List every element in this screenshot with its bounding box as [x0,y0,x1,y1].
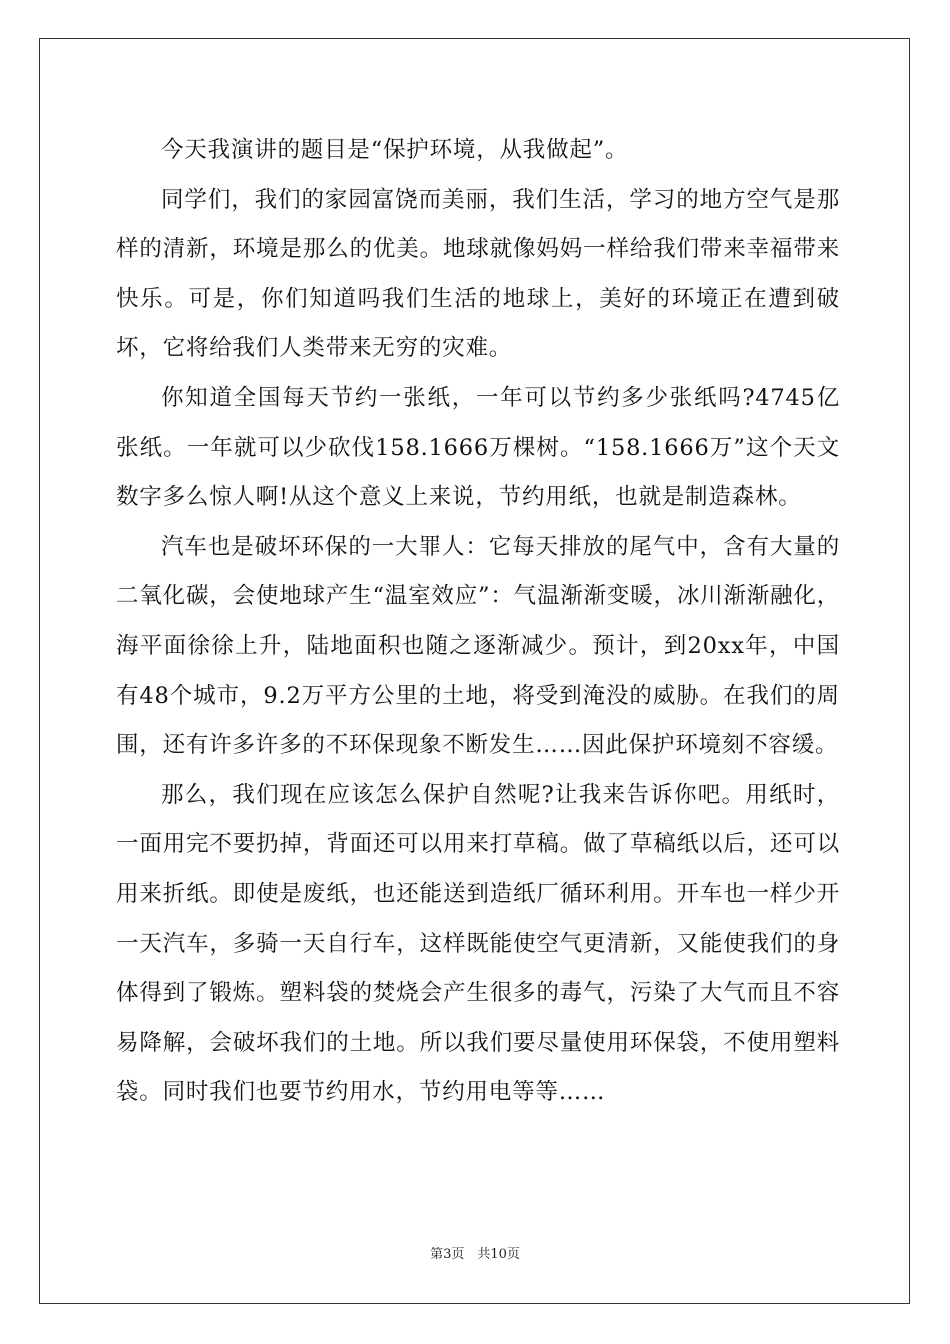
paragraph-car-pollution: 汽车也是破坏环保的一大罪人：它每天排放的尾气中，含有大量的二氧化碳，会使地球产生“温室效应”：气温渐渐变暖，冰川渐渐融化，海平面徐徐上升，陆地面积也随之逐渐减少。预计，到20xx年，中国有48个城市，9.2万平方公里的土地，将受到淹没的威胁。在我们的周围，还有许多许多的不环保现象不断发生……因此保护环境刻不容缓。 [116,533,840,759]
paragraph-paper-saving: 你知道全国每天节约一张纸，一年可以节约多少张纸吗?4745亿张纸。一年就可以少砍伐158.1666万棵树。“158.1666万”这个天文数字多么惊人啊!从这个意义上来说，节约用纸，也就是制造森林。 [116,384,840,511]
paragraph-title-intro: 今天我演讲的题目是“保护环境，从我做起”。 [161,137,629,163]
page-number-footer: 第3页 共10页 [430,1247,520,1262]
paragraph-homeland: 同学们，我们的家园富饶而美丽，我们生活，学习的地方空气是那样的清新，环境是那么的优美。地球就像妈妈一样给我们带来幸福带来快乐。可是，你们知道吗我们生活的地球上，美好的环境正在遭到破坏，它将给我们人类带来无穷的灾难。 [116,186,840,362]
document-body [116,126,840,1118]
paragraph-how-to-protect: 那么，我们现在应该怎么保护自然呢?让我来告诉你吧。用纸时，一面用完不要扔掉，背面还可以用来打草稿。做了草稿纸以后，还可以用来折纸。即使是废纸，也还能送到造纸厂循环利用。开车也一样少开一天汽车，多骑一天自行车，这样既能使空气更清新，又能使我们的身体得到了锻炼。塑料袋的焚烧会产生很多的毒气，污染了大气而且不容易降解，会破坏我们的土地。所以我们要尽量使用环保袋，不使用塑料袋。同时我们也要节约用水，节约用电等等…… [116,781,840,1106]
